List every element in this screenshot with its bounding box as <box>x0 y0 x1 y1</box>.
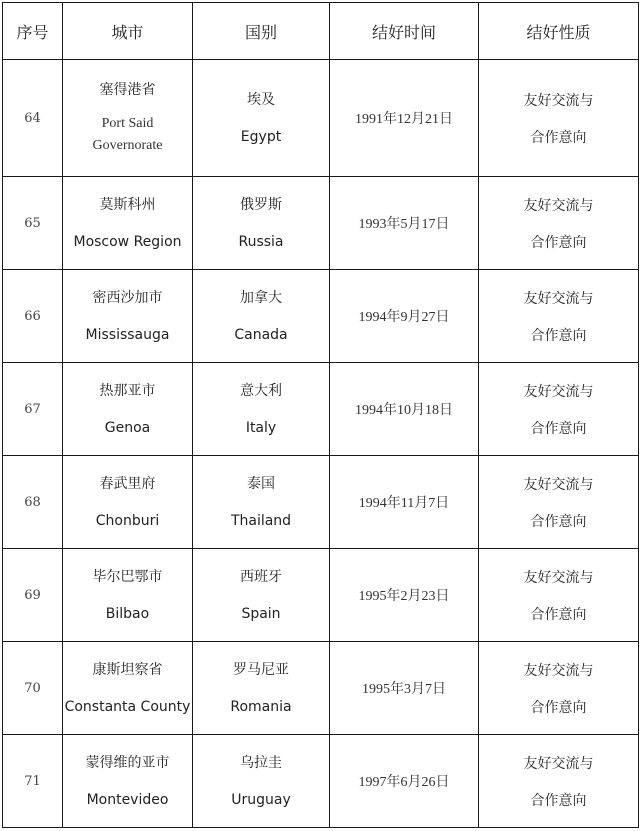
nature-line-2: 合作意向 <box>530 234 587 251</box>
row-city <box>63 735 193 828</box>
sister-cities-table <box>2 2 639 828</box>
row-nature <box>479 177 639 270</box>
row-nature <box>479 456 639 549</box>
city-en: Genoa <box>104 419 151 436</box>
country-zh: 意大利 <box>240 382 282 399</box>
city-zh: 热那亚市 <box>99 382 156 399</box>
country-zh: 加拿大 <box>240 289 282 306</box>
table-row <box>3 735 639 828</box>
city-zh: 康斯坦察省 <box>92 661 163 678</box>
country-zh: 埃及 <box>247 91 275 108</box>
city-en: Port Said <box>101 116 154 131</box>
row-seq: 65 <box>3 177 63 270</box>
row-seq: 68 <box>3 456 63 549</box>
nature-line-1: 友好交流与 <box>523 476 594 493</box>
table-row <box>3 642 639 735</box>
city-en: Mississauga <box>85 326 170 343</box>
row-country <box>193 735 330 828</box>
row-date: 1994年10月18日 <box>330 363 479 456</box>
row-city <box>63 642 193 735</box>
row-city <box>63 456 193 549</box>
nature-line-2: 合作意向 <box>530 327 587 344</box>
table-row <box>3 363 639 456</box>
row-country <box>193 60 330 177</box>
row-nature <box>479 549 639 642</box>
nature-line-2: 合作意向 <box>530 699 587 716</box>
table-row <box>3 177 639 270</box>
row-nature <box>479 642 639 735</box>
row-seq: 66 <box>3 270 63 363</box>
header-row <box>3 3 639 60</box>
row-date: 1991年12月21日 <box>330 60 479 177</box>
row-date: 1997年6月26日 <box>330 735 479 828</box>
row-country <box>193 363 330 456</box>
city-zh: 春武里府 <box>99 475 156 492</box>
row-country <box>193 642 330 735</box>
country-en: Romania <box>230 698 292 715</box>
nature-line-1: 友好交流与 <box>523 755 594 772</box>
nature-line-1: 友好交流与 <box>523 569 594 586</box>
row-seq: 71 <box>3 735 63 828</box>
city-zh: 密西沙加市 <box>92 289 163 306</box>
city-en-line2: Governorate <box>92 138 163 153</box>
row-seq: 64 <box>3 60 63 177</box>
header-nature: 结好性质 <box>479 3 639 60</box>
country-zh: 泰国 <box>247 475 275 492</box>
row-country <box>193 270 330 363</box>
city-zh: 毕尔巴鄂市 <box>92 568 163 585</box>
row-date: 1994年9月27日 <box>330 270 479 363</box>
country-en: Uruguay <box>231 791 291 808</box>
row-date: 1995年3月7日 <box>330 642 479 735</box>
table-row <box>3 456 639 549</box>
row-country <box>193 549 330 642</box>
row-city <box>63 549 193 642</box>
row-date: 1994年11月7日 <box>330 456 479 549</box>
nature-line-2: 合作意向 <box>530 420 587 437</box>
country-en: Spain <box>241 605 281 622</box>
country-zh: 罗马尼亚 <box>233 661 289 678</box>
row-nature <box>479 735 639 828</box>
nature-line-1: 友好交流与 <box>523 92 594 109</box>
row-country <box>193 177 330 270</box>
city-en: Moscow Region <box>73 233 182 250</box>
nature-line-2: 合作意向 <box>530 792 587 809</box>
country-en: Canada <box>234 326 288 343</box>
table-row <box>3 549 639 642</box>
city-zh: 莫斯科州 <box>99 196 156 213</box>
city-en: Montevideo <box>86 791 169 808</box>
row-country <box>193 456 330 549</box>
nature-line-2: 合作意向 <box>530 513 587 530</box>
header-country: 国别 <box>193 3 330 60</box>
nature-line-1: 友好交流与 <box>523 662 594 679</box>
row-nature <box>479 363 639 456</box>
row-date: 1993年5月17日 <box>330 177 479 270</box>
row-city <box>63 270 193 363</box>
country-en: Thailand <box>230 512 292 529</box>
row-city <box>63 363 193 456</box>
row-nature <box>479 60 639 177</box>
country-en: Russia <box>238 233 284 250</box>
row-nature <box>479 270 639 363</box>
city-en: Chonburi <box>95 512 160 529</box>
nature-line-1: 友好交流与 <box>523 290 594 307</box>
nature-line-1: 友好交流与 <box>523 383 594 400</box>
city-zh: 塞得港省 <box>99 82 156 98</box>
row-seq: 70 <box>3 642 63 735</box>
city-en: Bilbao <box>105 605 150 622</box>
row-city <box>63 60 193 177</box>
country-en: Egypt <box>240 128 282 145</box>
country-zh: 俄罗斯 <box>240 196 282 213</box>
nature-line-2: 合作意向 <box>530 129 587 146</box>
row-seq: 69 <box>3 549 63 642</box>
row-seq: 67 <box>3 363 63 456</box>
header-city: 城市 <box>63 3 193 60</box>
city-en: Constanta County <box>64 698 191 715</box>
table-row <box>3 270 639 363</box>
table-row <box>3 60 639 177</box>
header-seq: 序号 <box>3 3 63 60</box>
country-zh: 西班牙 <box>240 568 282 585</box>
city-zh: 蒙得维的亚市 <box>85 754 170 771</box>
header-date: 结好时间 <box>330 3 479 60</box>
nature-line-2: 合作意向 <box>530 606 587 623</box>
country-en: Italy <box>245 419 277 436</box>
row-date: 1995年2月23日 <box>330 549 479 642</box>
row-city <box>63 177 193 270</box>
nature-line-1: 友好交流与 <box>523 197 594 214</box>
country-zh: 乌拉圭 <box>240 754 282 771</box>
